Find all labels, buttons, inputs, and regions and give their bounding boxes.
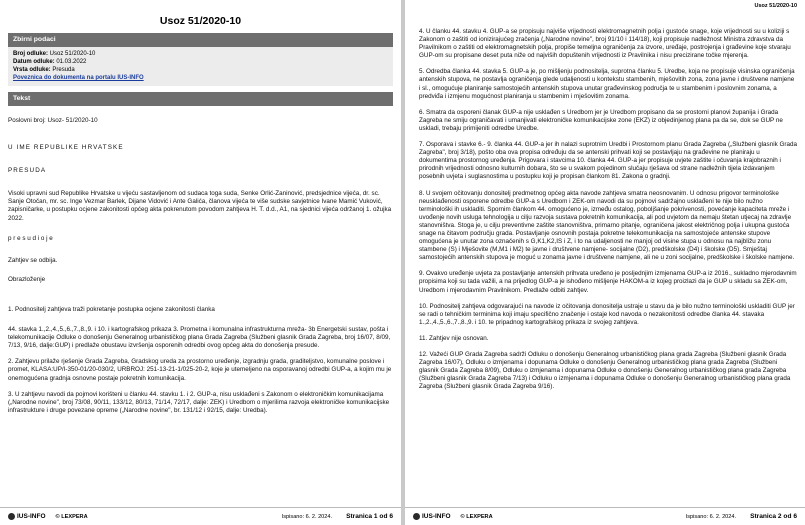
- paragraph: Zahtjev se odbija.: [8, 256, 58, 264]
- lexpera-label: © LEXPERA: [460, 513, 493, 520]
- page-number: Stranica 1 od 6: [346, 513, 393, 520]
- ius-info-logo: IUS-INFO: [8, 513, 46, 520]
- summary-row: Broj odluke: Usoz 51/2020-10: [13, 51, 96, 57]
- heading-republic: U IME REPUBLIKE HRVATSKE: [8, 144, 124, 152]
- print-date: Ispisano: 6. 2. 2024.: [281, 513, 333, 520]
- page-header-note: Usoz 51/2020-10: [754, 3, 797, 9]
- paragraph: 9. Ovakvo uređenje uvjeta za postavljanje antenskih prihvata uređeno je posljednjim izmjenama GUP-a iz 2016., sukladno mjerodavnim propisima koji su tada važili, a na prijedlog GUP-a je ishođeno mišljenje HAKOM-a iz kojeg proizlazi da je GUP u skladu sa ZEK-om, Uredbom i mjerodavnim Pravilnikom. Predlaže odbiti zahtjev.: [419, 270, 797, 294]
- portal-link[interactable]: Poveznica do dokumenta na portalu IUS-INFO: [13, 75, 144, 81]
- paragraph: 8. U svojem očitovanju donositelj predmetnog općeg akta navode zahtjeva smatra neosnovanim. U odnosu prigovor terminološke neusklađenosti osporene odredbe GUP-a s Uredbom i ZEK-om navodi da su pojmovi sadržajno usklađeni te nije bilo nužno terminološki ih uskladiti. Spornim člankom 44. omogućeno je, između ostalog, poboljšanje pokrivenosti, povećanje kapaciteta mreže i uvođenje novih usluga tehnologija u cilju razvoja sustava pokretnih komunikacija, ali pod uvjetom da nemaju štetan utjecaj na zdravlje stanovništva. Stoga je, u cilju preventivne zaštite stanovništva, primarno pitanje, ograničena jakost električnog polja i ukupna gustoća snage na čitavom području grada. Postavljanje osnovnih postaja pokretne telekomunikacija na samostojeće antenske stupove omogućena je unutar zona označenih s G,K1,K2,IS i Z, i to na udaljenosti ne manjoj od visine stupa u odnosu na najbližu zonu stambene (S) i Mješovite (M,M1 i M2) te javne i društvene namjene- socijalne (D2), predškolske (D4) i školske (D5). Smještaj samostojećih antenskih stupova je moguć u zonama javne i društvene namjene, ali ne u zoni socijalne, predškolske i školske namjene.: [419, 189, 795, 262]
- document-body: [419, 28, 797, 391]
- document-body: [8, 117, 393, 415]
- page-footer: [405, 507, 805, 525]
- heading-ruled: p r e s u d i o j e: [8, 234, 53, 242]
- page-number: Stranica 2 od 6: [750, 513, 797, 520]
- heading-reasoning: Obrazloženje: [8, 275, 46, 283]
- summary-row: Datum odluke: 01.03.2022: [13, 59, 87, 65]
- paragraph: 2. Zahtjevu prilaže rješenje Grada Zagreba, Gradskog ureda za prostorno uređenje, izgradnju grada, graditeljstvo, komunalne poslove i promet, KLASA:UP/I-350-01/20-030/2, URBROJ: 251-13-21-1/025-20-2, koje je utemeljeno na osporavanoj odredbi GUP-a, a kojim mu je onemogućena gradnja osnovne postaje pokretnih komunikacija.: [8, 358, 392, 382]
- paragraph: 6. Smatra da osporeni članak GUP-a nije usklađen s Uredbom jer je Uredbom propisano da se prostorni planovi županija i Grada Zagreba ne smiju ograničavati i umanjivati elektroničke komunikacijske zone (EKZ) iz objedinjenog plana pa da se, dok se GUP ne uskladi, trebaju primijeniti odredbe Uredbe.: [419, 108, 783, 132]
- heading-verdict: PRESUDA: [8, 167, 47, 175]
- document-page-1: [0, 0, 401, 525]
- paragraph: 4. U članku 44. stavku 4. GUP-a se propisuju najviše vrijednosti elektromagnetnih polja i gustoće snage, koje vrijednosti su u koliziji s Zakonom o zaštiti od ionizirajućeg zračenja („Narodne novine", broj 91/10 i 114/18), koji propisuje nadležnost Ministra zdravstva da Pravilnikom o zaštiti od elektromagnetskih polja, propiše temeljna ograničenja za izvore, uređaje, postrojenja i građevine koje stvaraju GUP-om su propisane deset puta niže od najviših dopuštenih vrijednosti iz Pravilnika i nisu precizirane točke mjerenja.: [419, 28, 791, 60]
- lexpera-label: © LEXPERA: [55, 513, 88, 520]
- page-footer: [0, 507, 401, 525]
- summary-box: [8, 47, 393, 86]
- paragraph: 11. Zahtjev nije osnovan.: [419, 334, 489, 342]
- paragraph: 12. Važeći GUP Grada Zagreba sadrži Odluku o donošenju Generalnog urbanističkog plana grada Zagreba (Službeni glasnik Grada Zagreba 16/07), Odluku o izmjenama i dopunama Odluke o donošenju Generalnog urbanističkog plana grada Zagreba (Službeni glasnik Grada Zagreba 8/09), Odluku o izmjenama i dopunama Odluke o donošenju Generalnog urbanističkog plana grada Zagreba (Službeni glasnik Grada Zagreba 7/13) i Odluku o izmjenama i dopunama Odluke o donošenju Generalnog urbanističkog plana grada Zagreba (Službeni glasnik Grada Zagreba 9/16).: [419, 351, 791, 391]
- document-page-2: [405, 0, 805, 525]
- paragraph: 1. Podnositelj zahtjeva traži pokretanje postupka ocjene zakonitosti članka: [8, 305, 215, 313]
- summary-row: Vrsta odluke: Presuda: [13, 67, 75, 73]
- paragraph: 3. U zahtjevu navodi da pojmovi korišteni u članku 44. stavku 1. i 2. GUP-a, nisu usklađeni s Zakonom o elektroničkim komunikacijama („Narodne novine", broj 73/08, 90/11, 133/12, 80/13, 71/14, 72/17, dalje: ZEK) i Uredbom o mjerilima razvoja elektroničke komunikacijske infrastrukture i druge povezane opreme („Narodne novine", br. 131/12 i 92/15, dalje: Uredba).: [8, 390, 390, 414]
- paragraph: 10. Podnositelj zahtjeva odgovarajući na navode iz očitovanja donositelja ustraje u stavu da je bilo nužno terminološki uskladiti GUP jer se radi o tehničkim terminima koji imaju specifično značenje i ostaje kod navoda o nezakonitosti odredbe članka 44. stavaka 1.,2.,4.,5.,6.,7.,8.,9. i 10. te pripadnog kartografskog prikaza iz svojeg zahtjeva.: [419, 302, 795, 326]
- ius-info-logo: IUS-INFO: [413, 513, 451, 520]
- summary-header: Zbirni podaci: [8, 33, 393, 47]
- paragraph: 7. Osporava i stavke 6.- 9. članka 44. GUP-a jer ih nalazi suprotnim Uredbi i Prostornom planu Grada Zagreba („Službeni glasnik Grada Zagreba", broj 3/18), pošto oba ova propisa određuju da se antenski prihvati koji se postavljaju na građevine ne planiraju u dokumentima prostornog uređenja. Prigovara i stavcima 10. članka 44. GUP-a jer propisuje uvjete zaštite i očuvanja krajobraznih i prirodnih vrijednosti odnosno kulturnih dobara, što se u svakom pojedinom slučaju rješava od strane nadležnih tijela izdavanjem posebnih uvjeta i suglasnostima u postupku koji je propisan člankom 81. Zakona o gradnji.: [419, 141, 797, 181]
- logo-icon: [8, 513, 15, 520]
- case-number: Poslovni broj: Usoz- 51/2020-10: [8, 117, 98, 124]
- logo-icon: [413, 513, 420, 520]
- print-date: Ispisano: 6. 2. 2024.: [685, 513, 737, 520]
- text-header: Tekst: [8, 92, 393, 106]
- paragraph: Visoki upravni sud Republike Hrvatske u vijeću sastavljenom od sudaca toga suda, Senke Orlić-Zaninović, predsjednice vijeća, dr. sc. Sanje Otočan, mr. sc. Inge Vezmar Barlek, Dijane Vidović i Ante Galića, članova vijeća te više sudske savjetnice Ivane Mamić Vuković, zapisničarke, u postupku ocjene zakonitosti općeg akta pokrenutom povodom zahtjeva H. T. d.d., A1, na sjednici vijeća održanoj 1. ožujka 2022.: [8, 190, 392, 222]
- paragraph: 5. Odredba članka 44. stavka 5. GUP-a je, po mišljenju podnositelja, suprotna članku 5. Uredbe, koja ne propisuje visinska ograničenja antenskih stupova, ne postavlja ograničenja glede udaljenosti u kontekstu stambenih, mješovitih zona, zona javne i društvene namjene i sl., omogućuje planiranje samostojećih antenskih stupova unutar građevinskog područja te u stambenim i poslovnim zonama, a predviđa i izmjenu mogućnost planiranja u stambenim i mješovitim zonama.: [419, 68, 795, 100]
- document-title: Usoz 51/2020-10: [159, 15, 242, 27]
- paragraph: 44. stavka 1.,2.,4.,5.,6.,7.,8.,9. i 10. i kartografskog prikaza 3. Prometna i komunalna infrastrukturna mreža- 3b Energetski sustav, pošta i telekomunikacije Odluke o donošenju Generalnog urbanističkog plana Grada Zagreba (Službeni glasnik Grada Zagreba, broj 16/07, 8/09, 7/13, 9/16, dalje:GUP) i predlaže obustavu izvršenja osporenih odredbi ovog općeg akta do donošenja presude.: [8, 326, 391, 350]
